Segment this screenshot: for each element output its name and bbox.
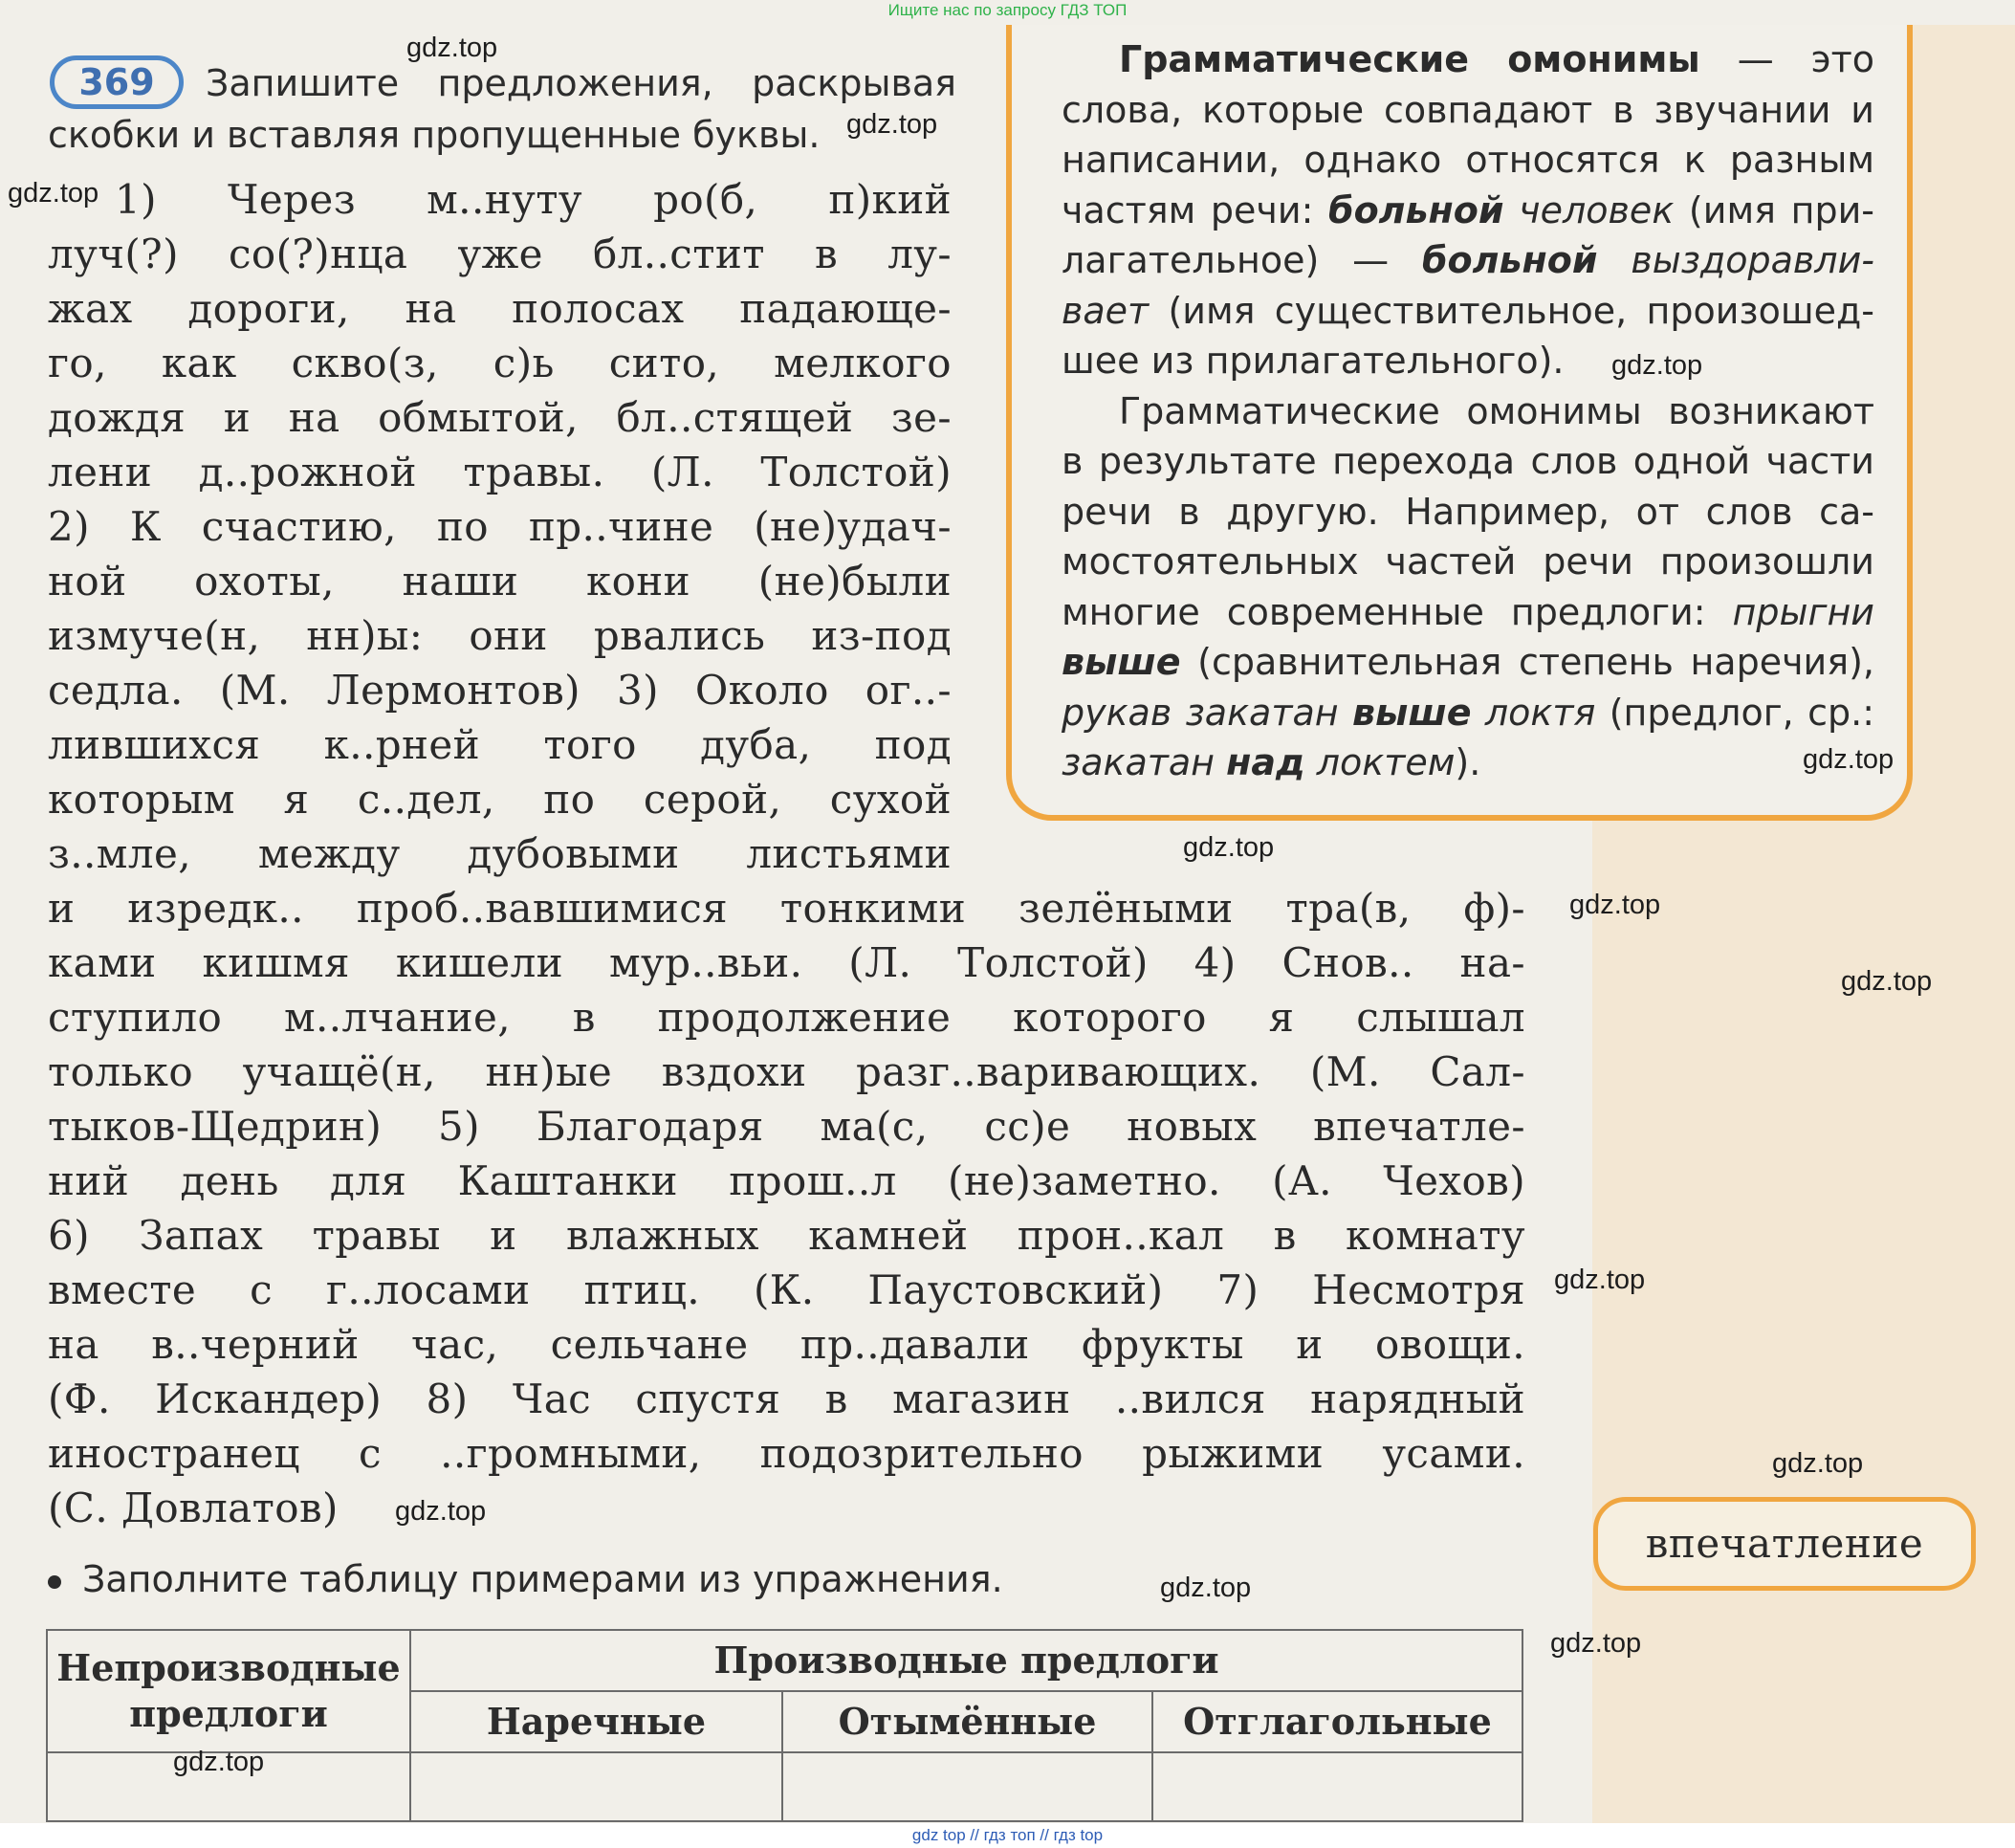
task-text: Заполните таблицу примерами из упражнения. [82, 1558, 1003, 1600]
rule-text-segment: выздоравли- [1597, 239, 1874, 281]
watermark: gdz.top [1160, 1573, 1252, 1603]
watermark: gdz.top [1183, 832, 1275, 863]
rule-text-segment: многие современные предлоги: [1062, 590, 1733, 633]
exercise-instruction [48, 57, 956, 161]
watermark: gdz.top [1550, 1628, 1642, 1659]
exercise-line: только учащё(н, нн)ые вздохи разг..варивающих. (М. Сал- [48, 1048, 1525, 1095]
exercise-line: 2) К счастию, по пр..чине (не)удач- [48, 503, 952, 550]
rule-text-segment: выше [1351, 691, 1472, 734]
table-subheader-deverbal: Отглагольные [1152, 1691, 1522, 1752]
exercise-line: на в..черний час, сельчане пр..давали фрукты и овощи. [48, 1321, 1525, 1368]
exercise-line: измуче(н, нн)ы: они рвались из-под [48, 612, 952, 659]
rule-text-segment: прыгни [1732, 590, 1874, 633]
rule-text-segment: мостоятельных частей речи произошли [1062, 540, 1874, 583]
rule-text-segment: закатан [1062, 741, 1227, 783]
exercise-line: тыков-Щедрин) 5) Благодаря ма(с, сс)е новых впечатле- [48, 1103, 1525, 1150]
exercise-line: 6) Запах травы и влажных камней прон..кал в комнату [48, 1212, 1525, 1259]
rule-line [1062, 85, 1874, 136]
bottom-banner: gdz top // гдз топ // гдз top [0, 1823, 2015, 1848]
exercise-line: го, как скво(з, с)ь сито, мелкого [48, 340, 952, 386]
exercise-line: жах дороги, на полосах падающе- [48, 285, 952, 332]
exercise-line: и изредк.. проб..вавшимися тонкими зелёными тра(в, ф)- [48, 885, 1525, 932]
watermark: gdz.top [1611, 350, 1703, 381]
rule-text-segment: (сравнительная степень наречия), [1180, 641, 1874, 683]
exercise-line: з..мле, между дубовыми листьями [48, 830, 952, 877]
watermark: gdz.top [1803, 744, 1895, 775]
exercise-line: луч(?) со(?)нца уже бл..стит в лу- [48, 231, 952, 277]
watermark: gdz.top [395, 1496, 487, 1527]
rule-text-segment: ). [1455, 741, 1481, 783]
vocabulary-word-box: впечатление [1593, 1497, 1976, 1591]
exercise-line: (Ф. Искандер) 8) Час спустя в магазин ..вился нарядный [48, 1375, 1525, 1422]
rule-text-segment: — это [1699, 38, 1875, 80]
exercise-line: ками кишмя кишели мур..вьи. (Л. Толстой) 4) Снов.. на- [48, 939, 1525, 986]
exercise-line: иностранец с ..громными, подозрительно рыжими усами. [48, 1430, 1525, 1477]
table-header-non-derived: Непроизводные предлоги [47, 1630, 410, 1752]
table-subheader-denominal: Отымённые [782, 1691, 1152, 1752]
exercise-line: дождя и на обмытой, бл..стящей зе- [48, 394, 952, 441]
watermark: gdz.top [8, 178, 99, 209]
exercise-line: лившихся к..рней того дуба, под [48, 721, 952, 768]
exercise-line: лени д..рожной травы. (Л. Толстой) [48, 449, 952, 495]
bullet-icon [48, 1575, 61, 1589]
task-instruction [48, 1554, 1003, 1604]
rule-text-segment: рукав закатан [1062, 691, 1352, 734]
rule-text-segment: больной [1328, 188, 1504, 231]
exercise-line: ной охоты, наши кони (не)были [48, 558, 952, 605]
table-subheader-adverbial: Наречные [410, 1691, 782, 1752]
exercise-text [48, 172, 1525, 1535]
top-banner: Ищите нас по запросу ГДЗ ТОП [887, 1, 1128, 19]
rule-text-segment: (имя при- [1674, 188, 1874, 231]
rule-text-segment: шее из прилагательного). [1062, 340, 1565, 382]
rule-text-segment: человек [1503, 188, 1675, 231]
watermark: gdz.top [406, 33, 498, 63]
rule-text-segment: (предлог, ср.: [1595, 691, 1874, 734]
rule-line [1062, 34, 1874, 85]
rule-text-segment: частям речи: [1062, 188, 1329, 231]
table-header-derived: Производные предлоги [410, 1630, 1522, 1691]
exercise-line: вместе с г..лосами птиц. (К. Паустовский) 7) Несмотря [48, 1266, 1525, 1313]
rule-text-segment: над [1226, 741, 1305, 783]
watermark: gdz.top [173, 1747, 265, 1777]
answer-table [46, 1629, 1523, 1822]
rule-text-segment: написании, однако относятся к разным [1062, 139, 1874, 181]
exercise-line: 1) Через м..нуту ро(б, п)кий [115, 176, 952, 223]
exercise-line: седла. (М. Лермонтов) 3) Около ог..- [48, 667, 952, 714]
exercise-line: ний день для Каштанки прош..л (не)заметно. (А. Чехов) [48, 1157, 1525, 1204]
rule-text-segment: Грамматические омонимы [1119, 38, 1700, 80]
rule-text-segment: выше [1062, 641, 1181, 683]
rule-text-segment: больной [1422, 239, 1598, 281]
rule-text-segment: (имя существительное, произошед- [1149, 289, 1874, 332]
rule-text-segment: речи в другую. Например, от слов са- [1062, 490, 1874, 533]
exercise-line: которым я с..дел, по серой, сухой [48, 776, 952, 823]
rule-text-segment: лагательное) — [1062, 239, 1423, 281]
exercise-number-badge: 369 [50, 55, 184, 109]
watermark: gdz.top [846, 109, 938, 140]
watermark: gdz.top [1569, 890, 1661, 920]
table-cell-empty[interactable] [782, 1752, 1152, 1821]
watermark: gdz.top [1772, 1448, 1864, 1479]
rule-text-segment: в результате перехода слов одной части [1062, 440, 1874, 482]
rule-text-segment: слова, которые совпадают в звучании и [1062, 88, 1874, 131]
instruction-text: Запишите предложения, раскрывая скобки и вставляя пропущенные буквы. [48, 62, 956, 156]
rule-text-segment: Грамматические омонимы возникают [1119, 389, 1874, 432]
rule-text-segment: локтем [1304, 741, 1456, 783]
rule-text-segment: локтя [1471, 691, 1596, 734]
exercise-line: ступило м..лчание, в продолжение которого я слышал [48, 994, 1525, 1041]
table-cell-empty[interactable] [1152, 1752, 1522, 1821]
rule-text-segment: вает [1062, 289, 1150, 332]
watermark: gdz.top [1554, 1265, 1646, 1295]
exercise-line: (С. Довлатов) [48, 1485, 339, 1531]
table-cell-empty[interactable] [410, 1752, 782, 1821]
watermark: gdz.top [1841, 966, 1933, 997]
